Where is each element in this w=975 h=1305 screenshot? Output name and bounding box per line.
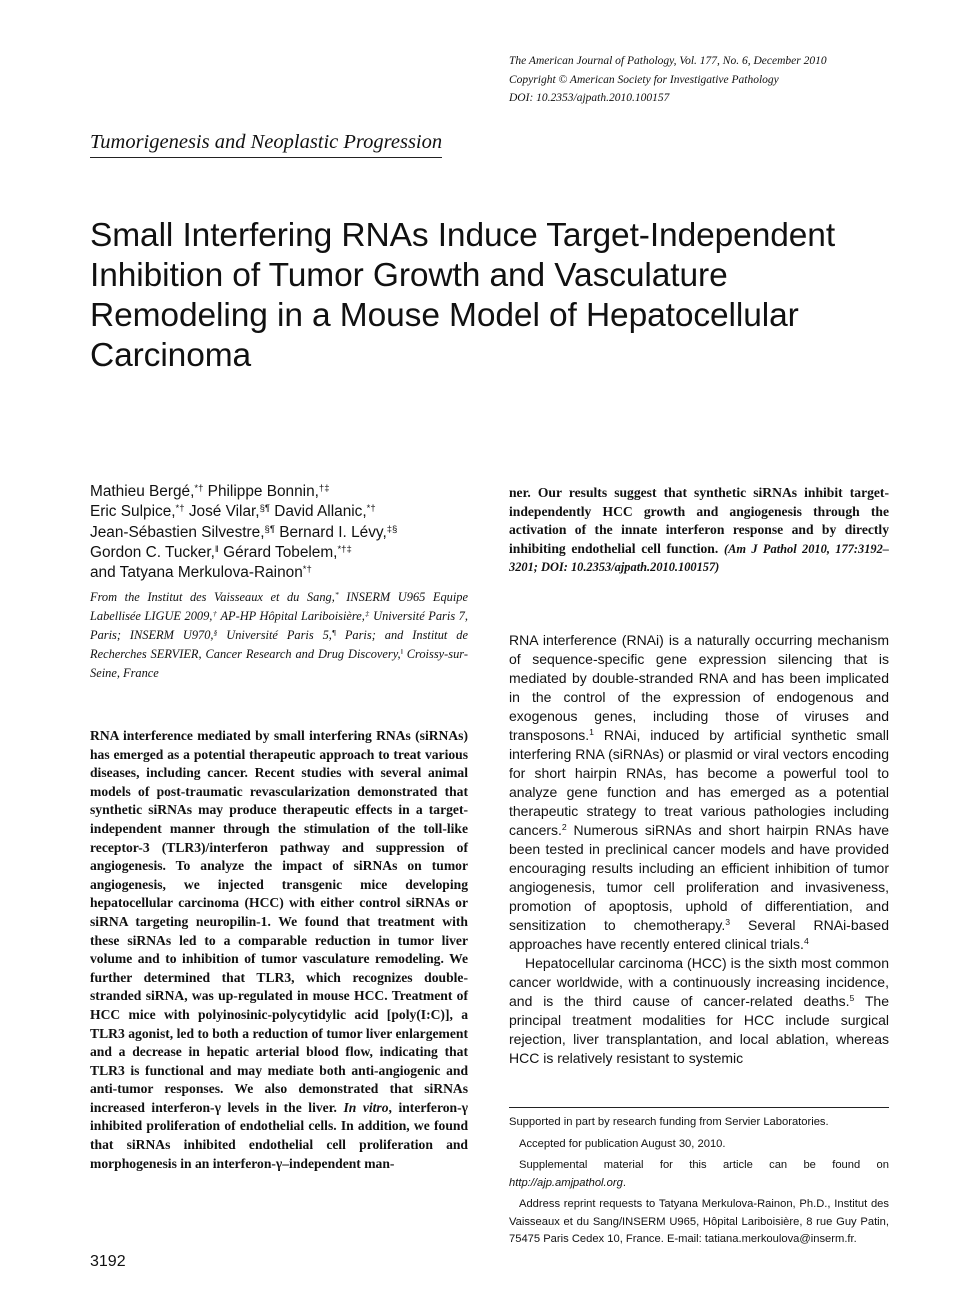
author-name: José Vilar, (184, 503, 260, 521)
abstract-citation: (Am J Pathol 2010, 177:3192–3201; DOI: 10.2353/ajpath.2010.100157) (509, 541, 889, 575)
copyright-line: Copyright © American Society for Investigative Pathology (509, 73, 779, 86)
author-affiliation-mark: *†‡ (337, 543, 352, 555)
footnote-divider (509, 1107, 889, 1108)
author-name: and Tatyana Merkulova-Rainon (90, 564, 303, 582)
author-name: Eric Sulpice, (90, 503, 176, 521)
author-name: David Allanic, (269, 503, 367, 521)
footnote-accepted: Accepted for publication August 30, 2010. (519, 1137, 726, 1150)
journal-citation-line: The American Journal of Pathology, Vol. 177, No. 6, December 2010 (509, 55, 827, 67)
footnote-support: Supported in part by research funding from Servier Laboratories. (509, 1116, 829, 1128)
footnotes (509, 1114, 889, 1253)
author-affiliation-mark: ‡§ (386, 523, 398, 535)
affiliations: From the Institut des Vaisseaux et du Sang,* INSERM U965 Equipe Labellisée LIGUE 2009,† AP-HP Hôpital Lariboisière,‡ Université Paris 7, Paris; INSERM U970,§ Université Paris 5,¶ Paris; and Institut de Recherches SERVIER, Cancer Research and Drug Discovery,‖ Croissy-sur-Seine, France (90, 589, 468, 680)
article-title: Small Interfering RNAs Induce Target-Independent Inhibition of Tumor Growth and Vasculature Remodeling in a Mouse Model of Hepatocellular Carcinoma (90, 217, 836, 374)
paragraph: RNA interference (RNAi) is a naturally occurring mechanism of sequence-specific gene expression silencing that is mediated by double-stranded RNA and has been implicated in the control of the expression of endogenous and exogenous genes, including those of viruses and transposons.$^1$ RNAi, induced by artificial synthetic small interfering RNA (siRNAs) or plasmid or viral vectors encoding for short hairpin RNAs, has become a powerful tool to analyze gene function and has emerged as a potential therapeutic strategy to treat various pathologies including cancers.$^2$ Numerous siRNAs and short hairpin RNAs have been tested in preclinical cancer models and have provided encouraging results including an efficient inhibition of tumor angiogenesis, tumor cell proliferation and invasiveness, promotion of apoptosis, uphold of differentiation, and sensitization to chemotherapy.$^3$ Several RNAi-based approaches have recently entered clinical trials.$^4$ (509, 632, 889, 952)
author-name: Gordon C. Tucker, (90, 543, 215, 561)
abstract-left-column (90, 727, 468, 1173)
author-line (90, 482, 490, 502)
abstract-text: ner. Our results suggest that synthetic siRNAs inhibit target-independently HCC growth and angiogenesis through the activation of the innate interferon response and by directly inhibiting endothelial cell function. (509, 485, 889, 556)
footnote-supplemental: Supplemental material for this article can be found on http://ajp.amjpathol.org. (509, 1159, 889, 1189)
reference-mark: 1 (589, 727, 594, 738)
author-line (90, 502, 490, 522)
journal-header (509, 52, 929, 108)
author-line (90, 543, 490, 563)
reference-mark: 3 (725, 917, 731, 928)
author-affiliation-mark: §¶ (259, 503, 270, 515)
author-line (90, 563, 490, 583)
reference-mark: 4 (803, 936, 809, 947)
section-heading: Tumorigenesis and Neoplastic Progression (90, 131, 442, 158)
body-text (509, 631, 889, 1068)
reference-mark: 2 (561, 822, 567, 833)
page-number: 3192 (90, 1253, 126, 1270)
author-affiliation-mark: ‖ (214, 543, 219, 555)
paragraph: Hepatocellular carcinoma (HCC) is the sixth most common cancer worldwide, with a continuously increasing incidence, and is the third cause of cancer-related deaths.$^5$ The principal treatment modalities for HCC include surgical rejection, liver transplantation, and local ablation, whereas HCC is relatively resistant to systemic (509, 955, 890, 1066)
abstract-right-column (509, 484, 889, 577)
author-affiliation-mark: †‡ (318, 482, 330, 494)
author-name: Bernard I. Lévy, (274, 523, 387, 541)
author-name: Gérard Tobelem, (218, 543, 338, 561)
reference-mark: 5 (849, 993, 855, 1004)
doi-line: DOI: 10.2353/ajpath.2010.100157 (509, 92, 670, 104)
author-affiliation-mark: *† (175, 503, 185, 515)
author-list (90, 482, 490, 583)
author-affiliation-mark: *† (366, 503, 376, 515)
footnote-reprints: Address reprint requests to Tatyana Merkulova-Rainon, Ph.D., Institut des Vaisseaux et du Sang/INSERM U965, Hôpital Lariboisière, 8 rue Guy Patin, 75475 Paris Cedex 10, France. E-mail: tatiana.merkoulova@inserm.fr. (509, 1198, 889, 1245)
abstract-text: RNA interference mediated by small interfering RNAs (siRNAs) has emerged as a potential therapeutic approach to treat various diseases, including cancer. Recent studies with several animal models of post-traumatic revascularization demonstrated that synthetic siRNAs may produce therapeutic effects in a target-independent manner through the stimulation of the toll-like receptor-3 (TLR3)/interferon pathway and suppression of angiogenesis. To analyze the impact of siRNAs on tumor angiogenesis, we injected transgenic mice developing hepatocellular carcinoma (HCC) with either control siRNAs or siRNA targeting neuropilin-1. We found that treatment with these siRNAs led to a comparable reduction in tumor liver volume and to inhibition of tumor vasculature remodeling. We further determined that TLR3, which recognizes double-stranded siRNA, was up-regulated in mouse HCC. Treatment of HCC mice with polyinosinic-polycytidylic acid [poly(I:C)], a TLR3 agonist, led to both a reduction of tumor liver enlargement and a decrease in hepatic arterial blood flow, indicating that TLR3 is functional and may mediate both anti-angiogenic and anti-tumor responses. We also demonstrated that siRNAs increased interferon-γ levels in the liver. (90, 728, 468, 1115)
abstract-italic-term: In vitro (343, 1099, 389, 1115)
abstract-text: , interferon-γ inhibited proliferation of endothelial cells. In addition, we found that siRNAs inhibited endothelial cell proliferation and morphogenesis in an interferon-γ–independent man- (90, 1099, 468, 1171)
author-affiliation-mark: *† (302, 563, 312, 575)
author-name: Jean-Sébastien Silvestre, (90, 523, 265, 541)
author-name: Philippe Bonnin, (203, 483, 319, 500)
author-affiliation-mark: §¶ (264, 523, 275, 535)
author-name: Mathieu Bergé, (90, 483, 195, 500)
author-line (90, 523, 490, 543)
author-affiliation-mark: *† (194, 482, 204, 494)
supplemental-link[interactable]: http://ajp.amjpathol.org (509, 1176, 623, 1189)
